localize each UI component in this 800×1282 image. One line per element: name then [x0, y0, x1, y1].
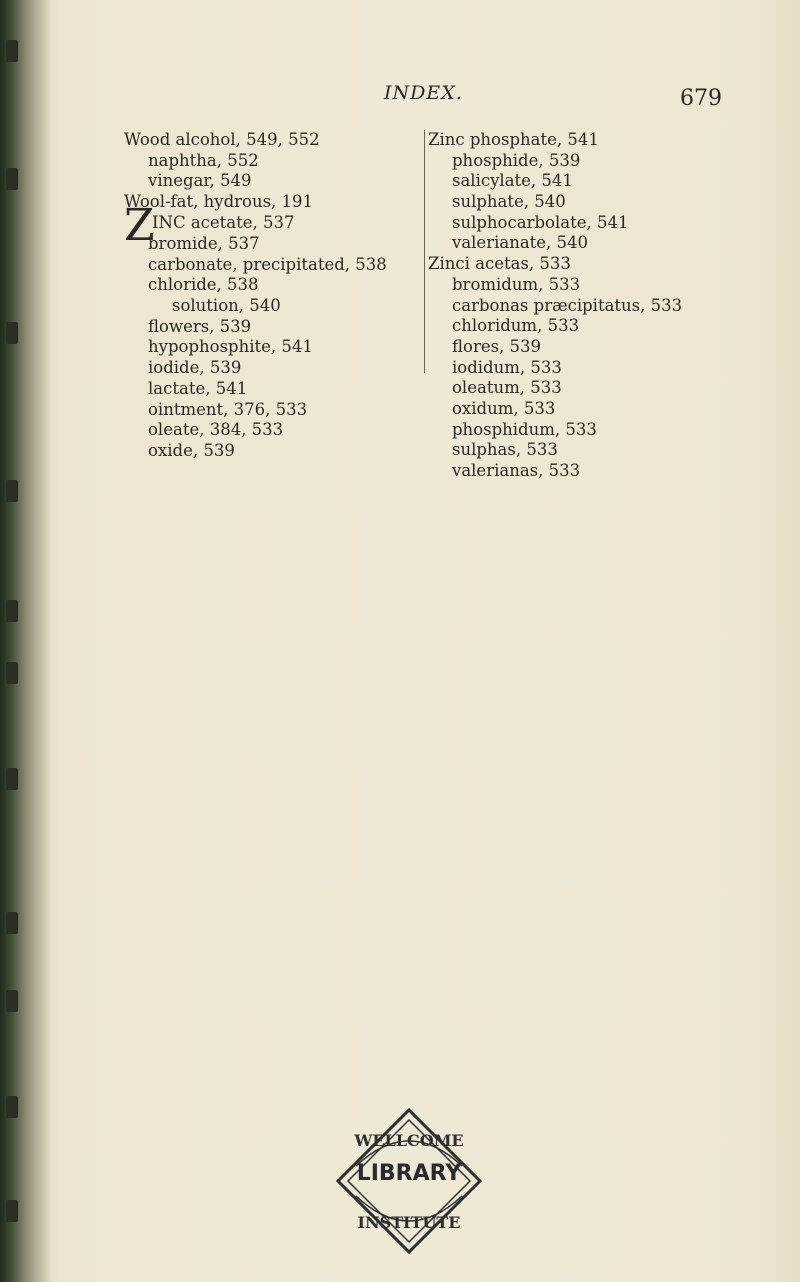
index-subentry: lactate, 541	[148, 378, 248, 398]
binding-mark	[6, 168, 18, 190]
index-subentry: flowers, 539	[148, 316, 252, 336]
index-subentry: salicylate, 541	[452, 171, 573, 191]
index-subentry: oleate, 384, 533	[148, 420, 284, 440]
binding-mark	[6, 768, 18, 790]
index-column-right	[424, 130, 774, 482]
binding-mark	[6, 40, 18, 62]
index-subentry: solution, 540	[172, 296, 281, 316]
binding-mark	[6, 322, 18, 344]
binding-mark	[6, 600, 18, 622]
binding-mark	[6, 480, 18, 502]
binding-mark	[6, 662, 18, 684]
index-subentry: oleatum, 533	[452, 378, 562, 398]
index-subentry: phosphide, 539	[452, 150, 581, 170]
page-header	[0, 82, 800, 116]
binding-mark	[6, 912, 18, 934]
index-subentry: iodidum, 533	[452, 357, 562, 377]
index-subentry: valerianate, 540	[452, 233, 589, 253]
binding-edge	[0, 0, 52, 1282]
index-subentry: phosphidum, 533	[452, 419, 597, 439]
index-subentry: sulphas, 533	[452, 440, 558, 460]
index-entry: Zinc phosphate, 541	[428, 130, 599, 149]
index-subentry: carbonas præcipitatus, 533	[452, 295, 683, 315]
index-subentry: oxide, 539	[148, 440, 235, 460]
index-subentry: sulphocarbolate, 541	[452, 212, 629, 232]
index-subentry: bromide, 537	[148, 234, 260, 253]
index-subentry: carbonate, precipitated, 538	[148, 254, 387, 274]
binding-mark	[6, 990, 18, 1012]
index-subentry: chloridum, 533	[452, 316, 580, 336]
index-entry: Wool-fat, hydrous, 191	[124, 192, 314, 212]
index-subentry: ointment, 376, 533	[148, 399, 308, 419]
index-entry: Zinci acetas, 533	[428, 254, 571, 274]
index-entry: Wood alcohol, 549, 552	[124, 130, 320, 149]
index-subentry: naphtha, 552	[148, 150, 259, 170]
running-title: INDEX.	[384, 82, 463, 104]
index-subentry: hypophosphite, 541	[148, 337, 313, 357]
page-number: 679	[680, 86, 722, 111]
zinc-subentries	[124, 234, 424, 462]
index-subentry: flores, 539	[452, 336, 542, 356]
binding-gutter	[0, 0, 64, 1282]
index-subentry: valerianas, 533	[452, 461, 581, 480]
index-subentry: chloride, 538	[148, 275, 259, 295]
stamp-bottom-text: INSTITUTE	[357, 1213, 461, 1232]
binding-mark	[6, 1096, 18, 1118]
index-subentry: sulphate, 540	[452, 192, 566, 212]
binding-mark	[6, 1200, 18, 1222]
stamp-top-text: WELLCOME	[354, 1131, 464, 1150]
drop-cap-initial: Z	[124, 200, 155, 251]
index-column-left	[124, 130, 424, 213]
index-subentry: iodide, 539	[148, 358, 242, 378]
index-subentry: oxidum, 533	[452, 398, 556, 418]
stamp-label: LIBRARY	[356, 1161, 462, 1186]
index-entry-heading: INC acetate, 537	[152, 213, 295, 232]
index-subentry: vinegar, 549	[148, 171, 252, 191]
index-subentry: bromidum, 533	[452, 274, 581, 294]
